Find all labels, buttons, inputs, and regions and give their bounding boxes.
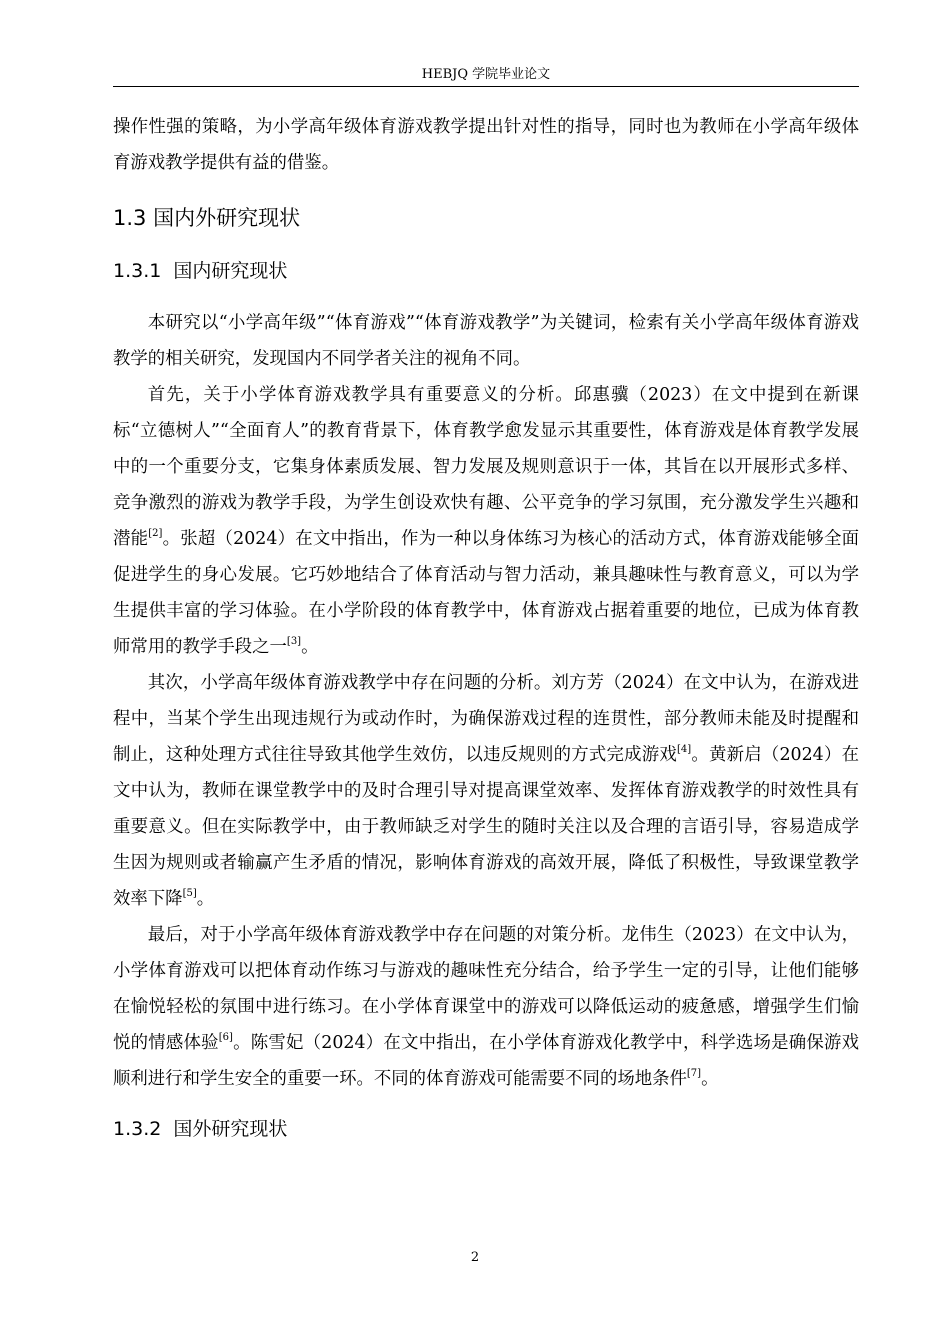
paragraph-countermeasures: 最后，对于小学高年级体育游戏教学中存在问题的对策分析。龙伟生（2023）在文中认为，小学体育游戏可以把体育动作练习与游戏的趣味性充分结合，给予学生一定的引导，让他们能够在愉悦轻松的氛围中进行练习。在小学体育课堂中的游戏可以降低运动的疲惫感，增强学生们愉悦的情感体验[6]。陈雪妃（2024）在文中指出，在小学体育游戏化教学中，科学选场是确保游戏顺利进行和学生安全的重要一环。不同的体育游戏可能需要不同的场地条件[7]。 <box>113 925 859 1089</box>
citation-ref: [7] <box>686 1068 702 1079</box>
citation-ref: [4] <box>676 744 692 755</box>
header-rule <box>113 86 859 87</box>
paragraph-significance: 首先，关于小学体育游戏教学具有重要意义的分析。邱惠骥（2023）在文中提到在新课标“立德树人”“全面育人”的教育背景下，体育教学愈发显示其重要性，体育游戏是体育教学发展中的一个重要分支，它集身体素质发展、智力发展及规则意识于一体，其旨在以开展形式多样、竞争激烈的游戏为教学手段，为学生创设欢快有趣、公平竞争的学习氛围，充分激发学生兴趣和潜能[2]。张超（2024）在文中指出，作为一种以身体练习为核心的活动方式，体育游戏能够全面促进学生的身心发展。它巧妙地结合了体育活动与智力活动，兼具趣味性与教育意义，可以为学生提供丰富的学习体验。在小学阶段的体育教学中，体育游戏占据着重要的地位，已成为体育教师常用的教学手段之一[3]。 <box>113 385 859 657</box>
subsection-title: 国外研究现状 <box>173 1118 288 1140</box>
citation-ref: [3] <box>286 636 302 647</box>
citation-ref: [5] <box>182 888 197 899</box>
page-body <box>113 109 859 1163</box>
subsection-heading-domestic <box>113 257 859 285</box>
page-number: 2 <box>470 1250 480 1265</box>
intro-paragraph: 操作性强的策略，为小学高年级体育游戏教学提出针对性的指导，同时也为教师在小学高年级体育游戏教学提供有益的借鉴。 <box>113 117 859 173</box>
subsection-number: 1.3.1 <box>113 260 162 282</box>
section-heading: 1.3 国内外研究现状 <box>113 206 301 230</box>
paragraph-problems: 其次，小学高年级体育游戏教学中存在问题的分析。刘方芳（2024）在文中认为，在游戏进程中，当某个学生出现违规行为或动作时，为确保游戏过程的连贯性，部分教师未能及时提醒和制止，这种处理方式往往导致其他学生效仿，以违反规则的方式完成游戏[4]。黄新启（2024）在文中认为，教师在课堂教学中的及时合理引导对提高课堂效率、发挥体育游戏教学的时效性具有重要意义。但在实际教学中，由于教师缺乏对学生的随时关注以及合理的言语引导，容易造成学生因为规则或者输赢产生矛盾的情况，影响体育游戏的高效开展，降低了积极性，导致课堂教学效率下降[5]。 <box>113 673 859 909</box>
subsection-title: 国内研究现状 <box>173 260 288 282</box>
subsection-number: 1.3.2 <box>113 1118 162 1140</box>
citation-ref: [6] <box>218 1032 233 1043</box>
page-header: HEBJQ 学院毕业论文 <box>421 67 551 82</box>
citation-ref: [2] <box>148 528 163 539</box>
subsection-heading-foreign <box>113 1115 859 1143</box>
paragraph-keywords: 本研究以“小学高年级”“体育游戏”“体育游戏教学”为关键词，检索有关小学高年级体育游戏教学的相关研究，发现国内不同学者关注的视角不同。 <box>113 313 859 369</box>
